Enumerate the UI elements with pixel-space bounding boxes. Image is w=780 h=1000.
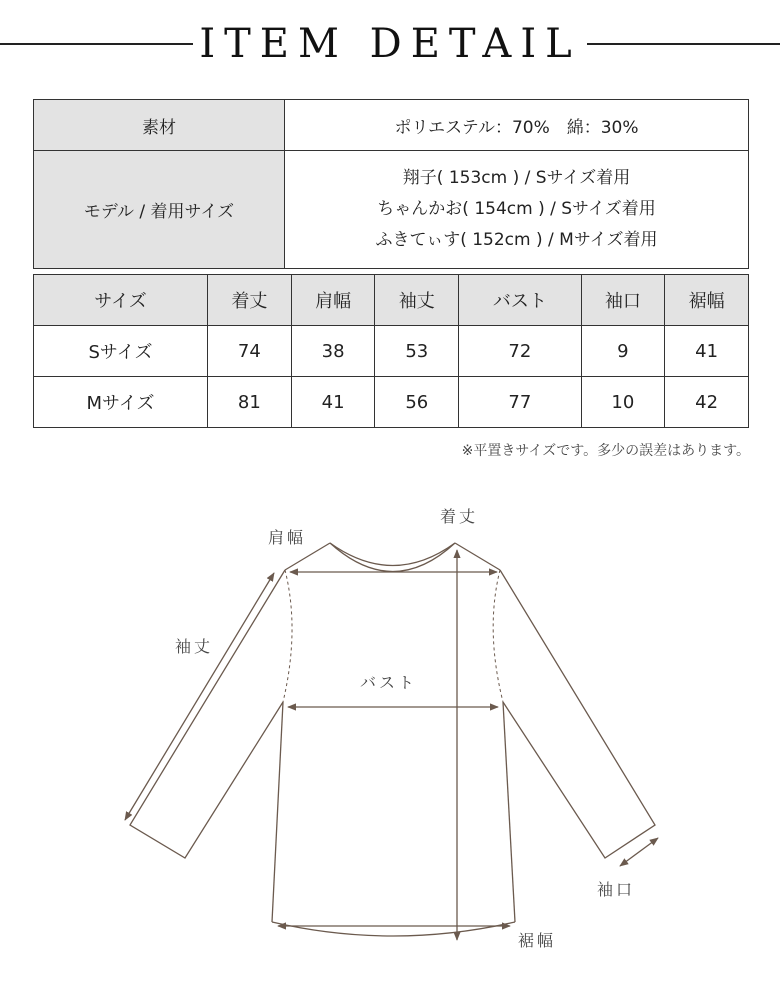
page-title: ITEM DETAIL [199,21,581,67]
size-header-cell: 着丈 [208,275,292,326]
size-header-cell: 肩幅 [291,275,375,326]
material-value: ポリエステル：70% 綿：30% [285,100,749,151]
sleeve-length-label: 袖丈 [175,637,214,656]
size-header-cell: バスト [459,275,581,326]
size-cell: 42 [665,377,749,428]
table-row [34,377,749,428]
header-rule-right [587,43,780,45]
size-cell: 41 [665,326,749,377]
size-cell: Sサイズ [34,326,208,377]
size-header-row [34,275,749,326]
size-cell: 38 [291,326,375,377]
model-values [285,151,749,269]
size-header-cell: サイズ [34,275,208,326]
table-row [34,326,749,377]
measurement-note: ※平置きサイズです。多少の誤差はあります。 [461,443,750,459]
material-label: 素材 [34,100,285,151]
cuff-label: 袖口 [597,880,636,899]
cuff-arrow [620,838,658,866]
measurement-arrows [125,550,658,940]
size-cell: 9 [581,326,665,377]
length-label: 着丈 [440,507,479,526]
size-header-cell: 袖口 [581,275,665,326]
model-row [34,151,749,269]
header-rule-left [0,43,193,45]
size-table [33,274,749,428]
shoulder-label: 肩幅 [268,528,307,547]
hem-label: 裾幅 [518,931,557,950]
bust-label: バスト [360,673,418,692]
model-line: ちゃんかお( 154cm ) / Sサイズ着用 [377,199,656,219]
model-line: ふきてぃす( 152cm ) / Mサイズ着用 [375,230,658,250]
size-cell: 81 [208,377,292,428]
size-header-cell: 裾幅 [665,275,749,326]
garment-diagram [0,480,780,1000]
size-cell: 53 [375,326,459,377]
material-row [34,100,749,151]
size-cell: 74 [208,326,292,377]
size-cell: 10 [581,377,665,428]
size-cell: 56 [375,377,459,428]
model-line: 翔子( 153cm ) / Sサイズ着用 [402,168,631,188]
size-cell: Mサイズ [34,377,208,428]
size-cell: 41 [291,377,375,428]
info-table [33,99,749,269]
size-cell: 72 [459,326,581,377]
size-header-cell: 袖丈 [375,275,459,326]
header [0,0,780,90]
sleeve-length-arrow [125,573,274,820]
model-label: モデル / 着用サイズ [34,151,285,269]
garment-outline [130,543,655,936]
size-cell: 77 [459,377,581,428]
